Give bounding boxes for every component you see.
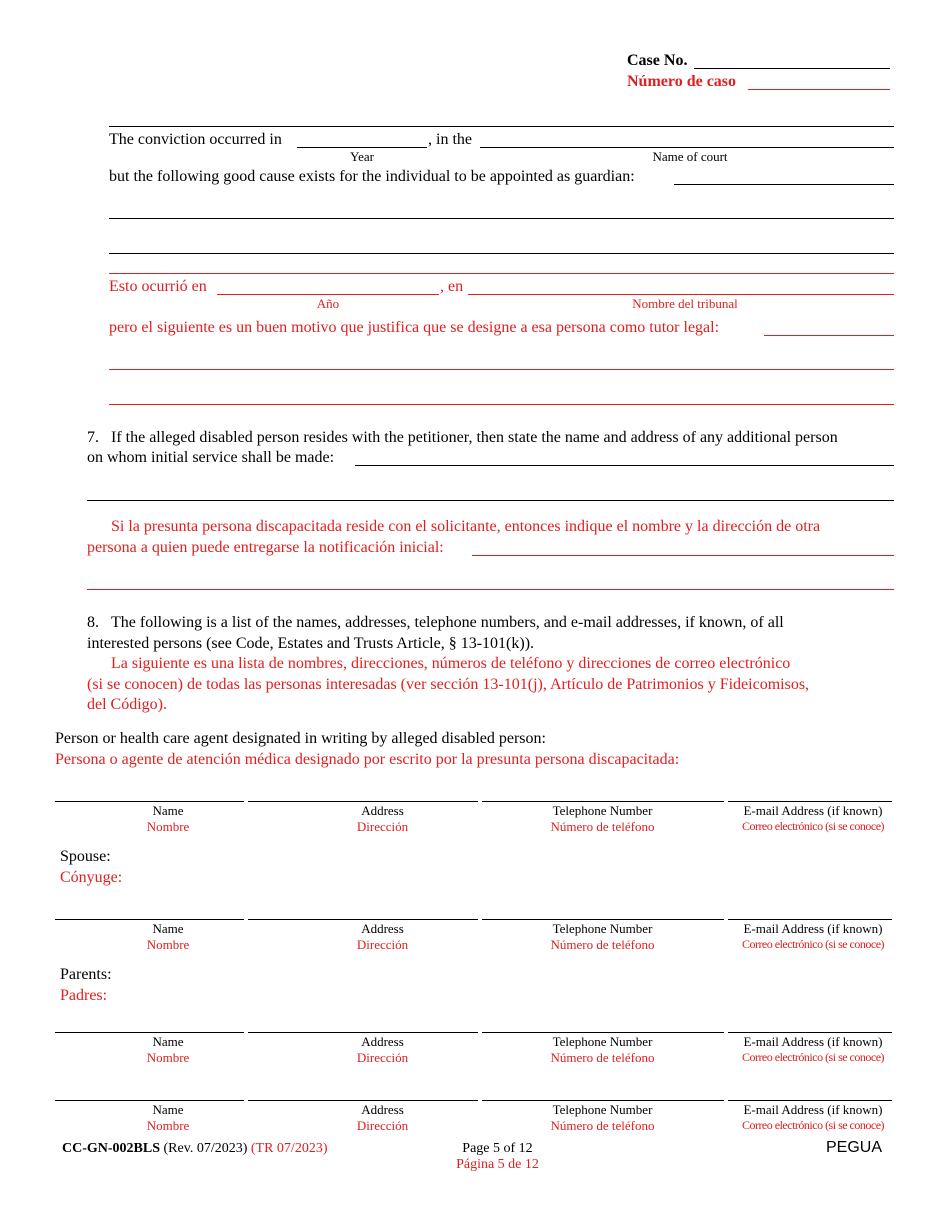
footer-form-id: CC-GN-002BLS (Rev. 07/2023) (TR 07/2023) — [62, 1141, 328, 1156]
continuation-line[interactable] — [109, 126, 894, 127]
parent1-address-field[interactable] — [248, 1032, 478, 1033]
service-person-field-es-2[interactable] — [87, 589, 894, 590]
agent-name-field[interactable] — [55, 801, 244, 802]
service-person-field-2[interactable] — [87, 500, 894, 501]
col-phone-caption: Telephone Number Número de teléfono — [550, 1102, 655, 1133]
service-person-field-es[interactable] — [472, 555, 894, 556]
spouse-phone-field[interactable] — [482, 919, 724, 920]
footer-lang-code: PEGUA — [826, 1139, 883, 1156]
col-name-caption: Name Nombre — [146, 1102, 190, 1133]
item8-text-1-es: La siguiente es una lista de nombres, direcciones, números de teléfono y direcciones de correo electrónico — [111, 655, 791, 672]
good-cause-text: but the following good cause exists for the individual to be appointed as guardian: — [109, 168, 635, 185]
good-cause-field-2[interactable] — [109, 218, 894, 219]
col-address-caption: Address Dirección — [356, 921, 409, 952]
year-caption: Year — [350, 149, 374, 164]
good-cause-field-es-3[interactable] — [109, 404, 894, 405]
case-no-label-es: Número de caso — [627, 73, 737, 90]
case-no-field[interactable] — [694, 68, 890, 69]
spouse-email-field[interactable] — [728, 919, 892, 920]
year-caption-es: Año — [316, 296, 340, 311]
item8-text-2-es: (si se conocen) de todas las personas interesadas (ver sección 13-101(j), Artículo de Patrimonios y Fideicomisos, — [87, 676, 810, 693]
parent2-name-field[interactable] — [55, 1100, 244, 1101]
item8-number: 8. — [87, 614, 99, 631]
col-phone-caption: Telephone Number Número de teléfono — [550, 803, 655, 834]
col-email-caption: E-mail Address (if known) Correo electrónico (si se conoce) — [741, 803, 885, 833]
parent2-address-field[interactable] — [248, 1100, 478, 1101]
agent-email-field[interactable] — [728, 801, 892, 802]
case-no-field-es[interactable] — [748, 89, 890, 90]
parent2-phone-field[interactable] — [482, 1100, 724, 1101]
col-address-caption: Address Dirección — [356, 1034, 409, 1065]
item7-number: 7. — [87, 429, 99, 446]
conviction-text-b-es: , en — [440, 278, 464, 295]
court-name-field-es[interactable] — [468, 294, 894, 295]
item8-text-2: interested persons (see Code, Estates and Trusts Article, § 13-101(k)). — [87, 635, 535, 652]
court-name-field[interactable] — [480, 147, 894, 148]
parent1-name-field[interactable] — [55, 1032, 244, 1033]
col-address-caption: Address Dirección — [356, 803, 409, 834]
spouse-label: Spouse: — [60, 848, 111, 865]
col-name-caption: Name Nombre — [146, 1034, 190, 1065]
parent2-email-field[interactable] — [728, 1100, 892, 1101]
col-phone-caption: Telephone Number Número de teléfono — [550, 1034, 655, 1065]
agent-address-field[interactable] — [248, 801, 478, 802]
item7-text-1: 7. If the alleged disabled person resides with the petitioner, then state the name and address of any additional person — [87, 429, 838, 446]
item7-text-2: on whom initial service shall be made: — [87, 449, 335, 466]
item8-text-3-es: del Código). — [87, 696, 167, 713]
service-person-field[interactable] — [355, 465, 894, 466]
conviction-text: The conviction occurred in — [109, 131, 282, 148]
good-cause-text-es: pero el siguiente es un buen motivo que justifica que se designe a esa persona como tutor legal: — [109, 319, 720, 336]
case-no-label: Case No. — [627, 52, 688, 69]
agent-phone-field[interactable] — [482, 801, 724, 802]
conviction-text-es: Esto ocurrió en — [109, 278, 207, 295]
continuation-line-es[interactable] — [109, 273, 894, 274]
good-cause-field-3[interactable] — [109, 253, 894, 254]
col-address-caption: Address Dirección — [356, 1102, 409, 1133]
good-cause-field[interactable] — [674, 184, 894, 185]
parent1-email-field[interactable] — [728, 1032, 892, 1033]
col-email-caption: E-mail Address (if known) Correo electrónico (si se conoce) — [741, 1102, 885, 1132]
spouse-name-field[interactable] — [55, 919, 244, 920]
agent-label-es: Persona o agente de atención médica designado por escrito por la presunta persona discapacitada: — [55, 751, 680, 768]
col-email-caption: E-mail Address (if known) Correo electrónico (si se conoce) — [741, 1034, 885, 1064]
good-cause-field-es-2[interactable] — [109, 369, 894, 370]
court-caption: Name of court — [652, 149, 728, 164]
spouse-address-field[interactable] — [248, 919, 478, 920]
court-caption-es: Nombre del tribunal — [632, 296, 738, 311]
col-name-caption: Name Nombre — [146, 803, 190, 834]
spouse-label-es: Cónyuge: — [60, 869, 123, 886]
item8-text-1: 8. The following is a list of the names, addresses, telephone numbers, and e-mail addresses, if known, of all — [87, 614, 784, 631]
conviction-text-b: , in the — [428, 131, 472, 148]
agent-label: Person or health care agent designated in writing by alleged disabled person: — [55, 730, 546, 747]
good-cause-field-es[interactable] — [764, 335, 894, 336]
footer-page: Page 5 of 12 Página 5 de 12 — [456, 1141, 539, 1172]
col-name-caption: Name Nombre — [146, 921, 190, 952]
conviction-year-field-es[interactable] — [217, 294, 439, 295]
col-phone-caption: Telephone Number Número de teléfono — [550, 921, 655, 952]
conviction-year-field[interactable] — [297, 147, 427, 148]
item7-text-1-es: Si la presunta persona discapacitada reside con el solicitante, entonces indique el nombre y la dirección de otra — [111, 518, 821, 535]
col-email-caption: E-mail Address (if known) Correo electrónico (si se conoce) — [741, 921, 885, 951]
item7-text-2-es: persona a quien puede entregarse la notificación inicial: — [87, 539, 444, 556]
parent1-phone-field[interactable] — [482, 1032, 724, 1033]
parents-label-es: Padres: — [60, 987, 108, 1004]
parents-label: Parents: — [60, 966, 112, 983]
